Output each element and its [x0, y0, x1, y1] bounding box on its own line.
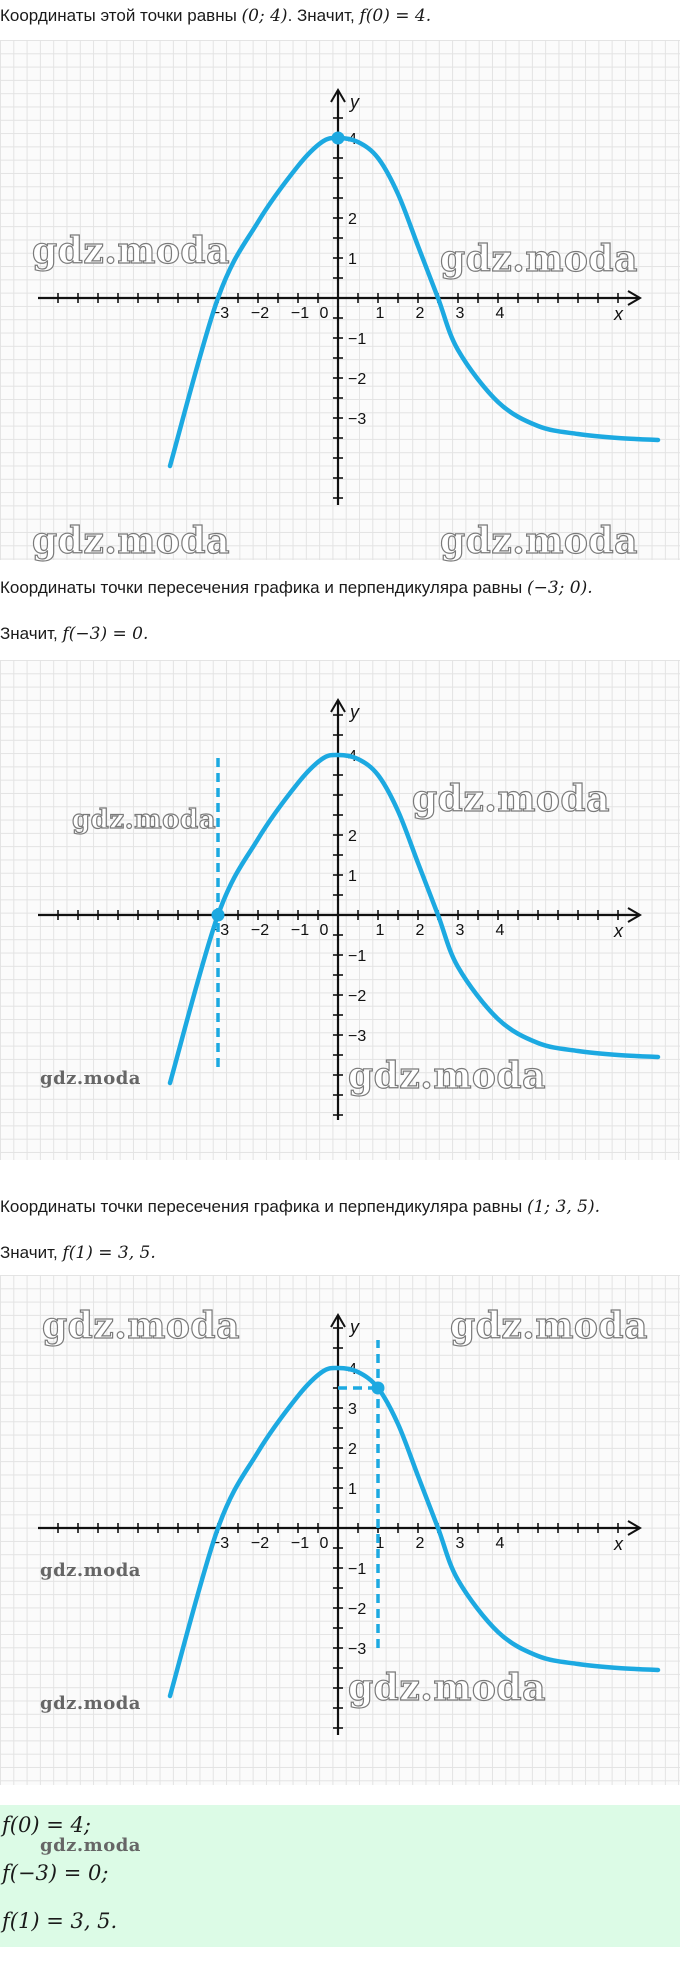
section1-point: (0; 4)	[241, 6, 288, 26]
section3-text2	[0, 1243, 156, 1263]
x-tick-label: 2	[415, 922, 425, 939]
graph-1	[0, 40, 680, 560]
watermark: gdz.moda	[440, 238, 638, 280]
section2-equation: f(−3) = 0.	[62, 624, 149, 644]
x-tick-label: −1	[290, 305, 310, 322]
x-tick-label: −3	[210, 1535, 230, 1552]
x-axis-label: x	[614, 921, 623, 941]
section2-point: (−3; 0).	[526, 578, 593, 598]
watermark: gdz.moda	[40, 1560, 141, 1581]
y-tick-label: −3	[348, 1028, 367, 1045]
watermark: gdz.moda	[32, 230, 230, 272]
watermark: gdz.moda	[40, 1835, 141, 1856]
y-tick-label: 2	[348, 828, 357, 845]
section1-prefix: Координаты этой точки равны	[0, 6, 237, 25]
y-tick-label: 1	[348, 1481, 357, 1498]
x-tick-label: 3	[455, 1535, 465, 1552]
y-tick-label: 2	[348, 1441, 357, 1458]
highlight-point	[212, 909, 225, 922]
y-tick-label: 4	[348, 1361, 357, 1378]
answer-line-2: f(−3) = 0;	[2, 1861, 109, 1885]
y-tick-label: −1	[348, 1561, 367, 1578]
x-tick-label: 2	[415, 1535, 425, 1552]
x-tick-label: 3	[455, 922, 465, 939]
section3-prefix2: Значит,	[0, 1243, 58, 1262]
y-tick-label: −3	[348, 411, 367, 428]
watermark: gdz.moda	[40, 1068, 141, 1089]
x-tick-label: 4	[495, 922, 505, 939]
watermark: gdz.moda	[32, 520, 230, 562]
x-tick-label: 0	[319, 305, 329, 322]
answer-block	[0, 1805, 680, 1947]
x-tick-label: −1	[290, 922, 310, 939]
chart-svg	[0, 40, 680, 560]
section2-prefix: Координаты точки пересечения графика и перпендикуляра равны	[0, 578, 523, 597]
x-axis-label: x	[614, 304, 623, 324]
x-tick-label: 1	[375, 305, 385, 322]
graph-3	[0, 1275, 680, 1785]
x-tick-label: 0	[319, 1535, 329, 1552]
x-tick-label: 4	[495, 1535, 505, 1552]
y-tick-label: 1	[348, 868, 357, 885]
x-tick-label: 1	[375, 1535, 385, 1552]
y-tick-label: −2	[348, 988, 367, 1005]
watermark: gdz.moda	[440, 520, 638, 562]
function-curve	[170, 138, 658, 466]
y-axis-label: y	[350, 1317, 359, 1337]
y-tick-label: 2	[348, 211, 357, 228]
y-tick-label: 3	[348, 1401, 357, 1418]
watermark: gdz.moda	[42, 1305, 240, 1347]
watermark: gdz.moda	[72, 805, 217, 835]
watermark: gdz.moda	[348, 1667, 546, 1709]
highlight-point	[332, 132, 345, 145]
x-axis-label: x	[614, 1534, 623, 1554]
section3-point: (1; 3, 5).	[526, 1197, 600, 1217]
y-tick-label: −2	[348, 371, 367, 388]
section3-prefix: Координаты точки пересечения графика и перпендикуляра равны	[0, 1197, 523, 1216]
y-tick-label: −1	[348, 948, 367, 965]
section1-equation: f(0) = 4.	[359, 6, 432, 26]
x-tick-label: 1	[375, 922, 385, 939]
watermark: gdz.moda	[450, 1305, 648, 1347]
x-tick-label: −1	[290, 1535, 310, 1552]
x-tick-label: −2	[250, 922, 270, 939]
x-tick-label: −2	[250, 1535, 270, 1552]
x-tick-label: −2	[250, 305, 270, 322]
function-curve	[170, 1368, 658, 1696]
section2-text	[0, 578, 593, 598]
section1-text	[0, 6, 431, 26]
x-tick-label: 3	[455, 305, 465, 322]
x-tick-label: 0	[319, 922, 329, 939]
graph-2	[0, 660, 680, 1160]
section1-mid: . Значит,	[287, 6, 355, 25]
x-tick-label: −3	[210, 305, 230, 322]
highlight-point	[372, 1382, 385, 1395]
x-tick-label: 2	[415, 305, 425, 322]
watermark: gdz.moda	[348, 1055, 546, 1097]
x-tick-label: 4	[495, 305, 505, 322]
watermark: gdz.moda	[412, 778, 610, 820]
y-tick-label: 1	[348, 251, 357, 268]
y-axis-label: y	[350, 92, 359, 112]
y-tick-label: −3	[348, 1641, 367, 1658]
answer-line-1: f(0) = 4;	[2, 1813, 91, 1837]
section3-text	[0, 1197, 600, 1217]
y-tick-label: −1	[348, 331, 367, 348]
y-tick-label: −2	[348, 1601, 367, 1618]
x-tick-label: −3	[210, 922, 230, 939]
section3-equation: f(1) = 3, 5.	[62, 1243, 156, 1263]
watermark: gdz.moda	[40, 1693, 141, 1714]
y-tick-label: 4	[348, 131, 357, 148]
answer-line-3: f(1) = 3, 5.	[2, 1909, 118, 1933]
section2-prefix2: Значит,	[0, 624, 58, 643]
y-axis-label: y	[350, 702, 359, 722]
y-tick-label: 4	[348, 748, 357, 765]
section2-text2	[0, 624, 148, 644]
